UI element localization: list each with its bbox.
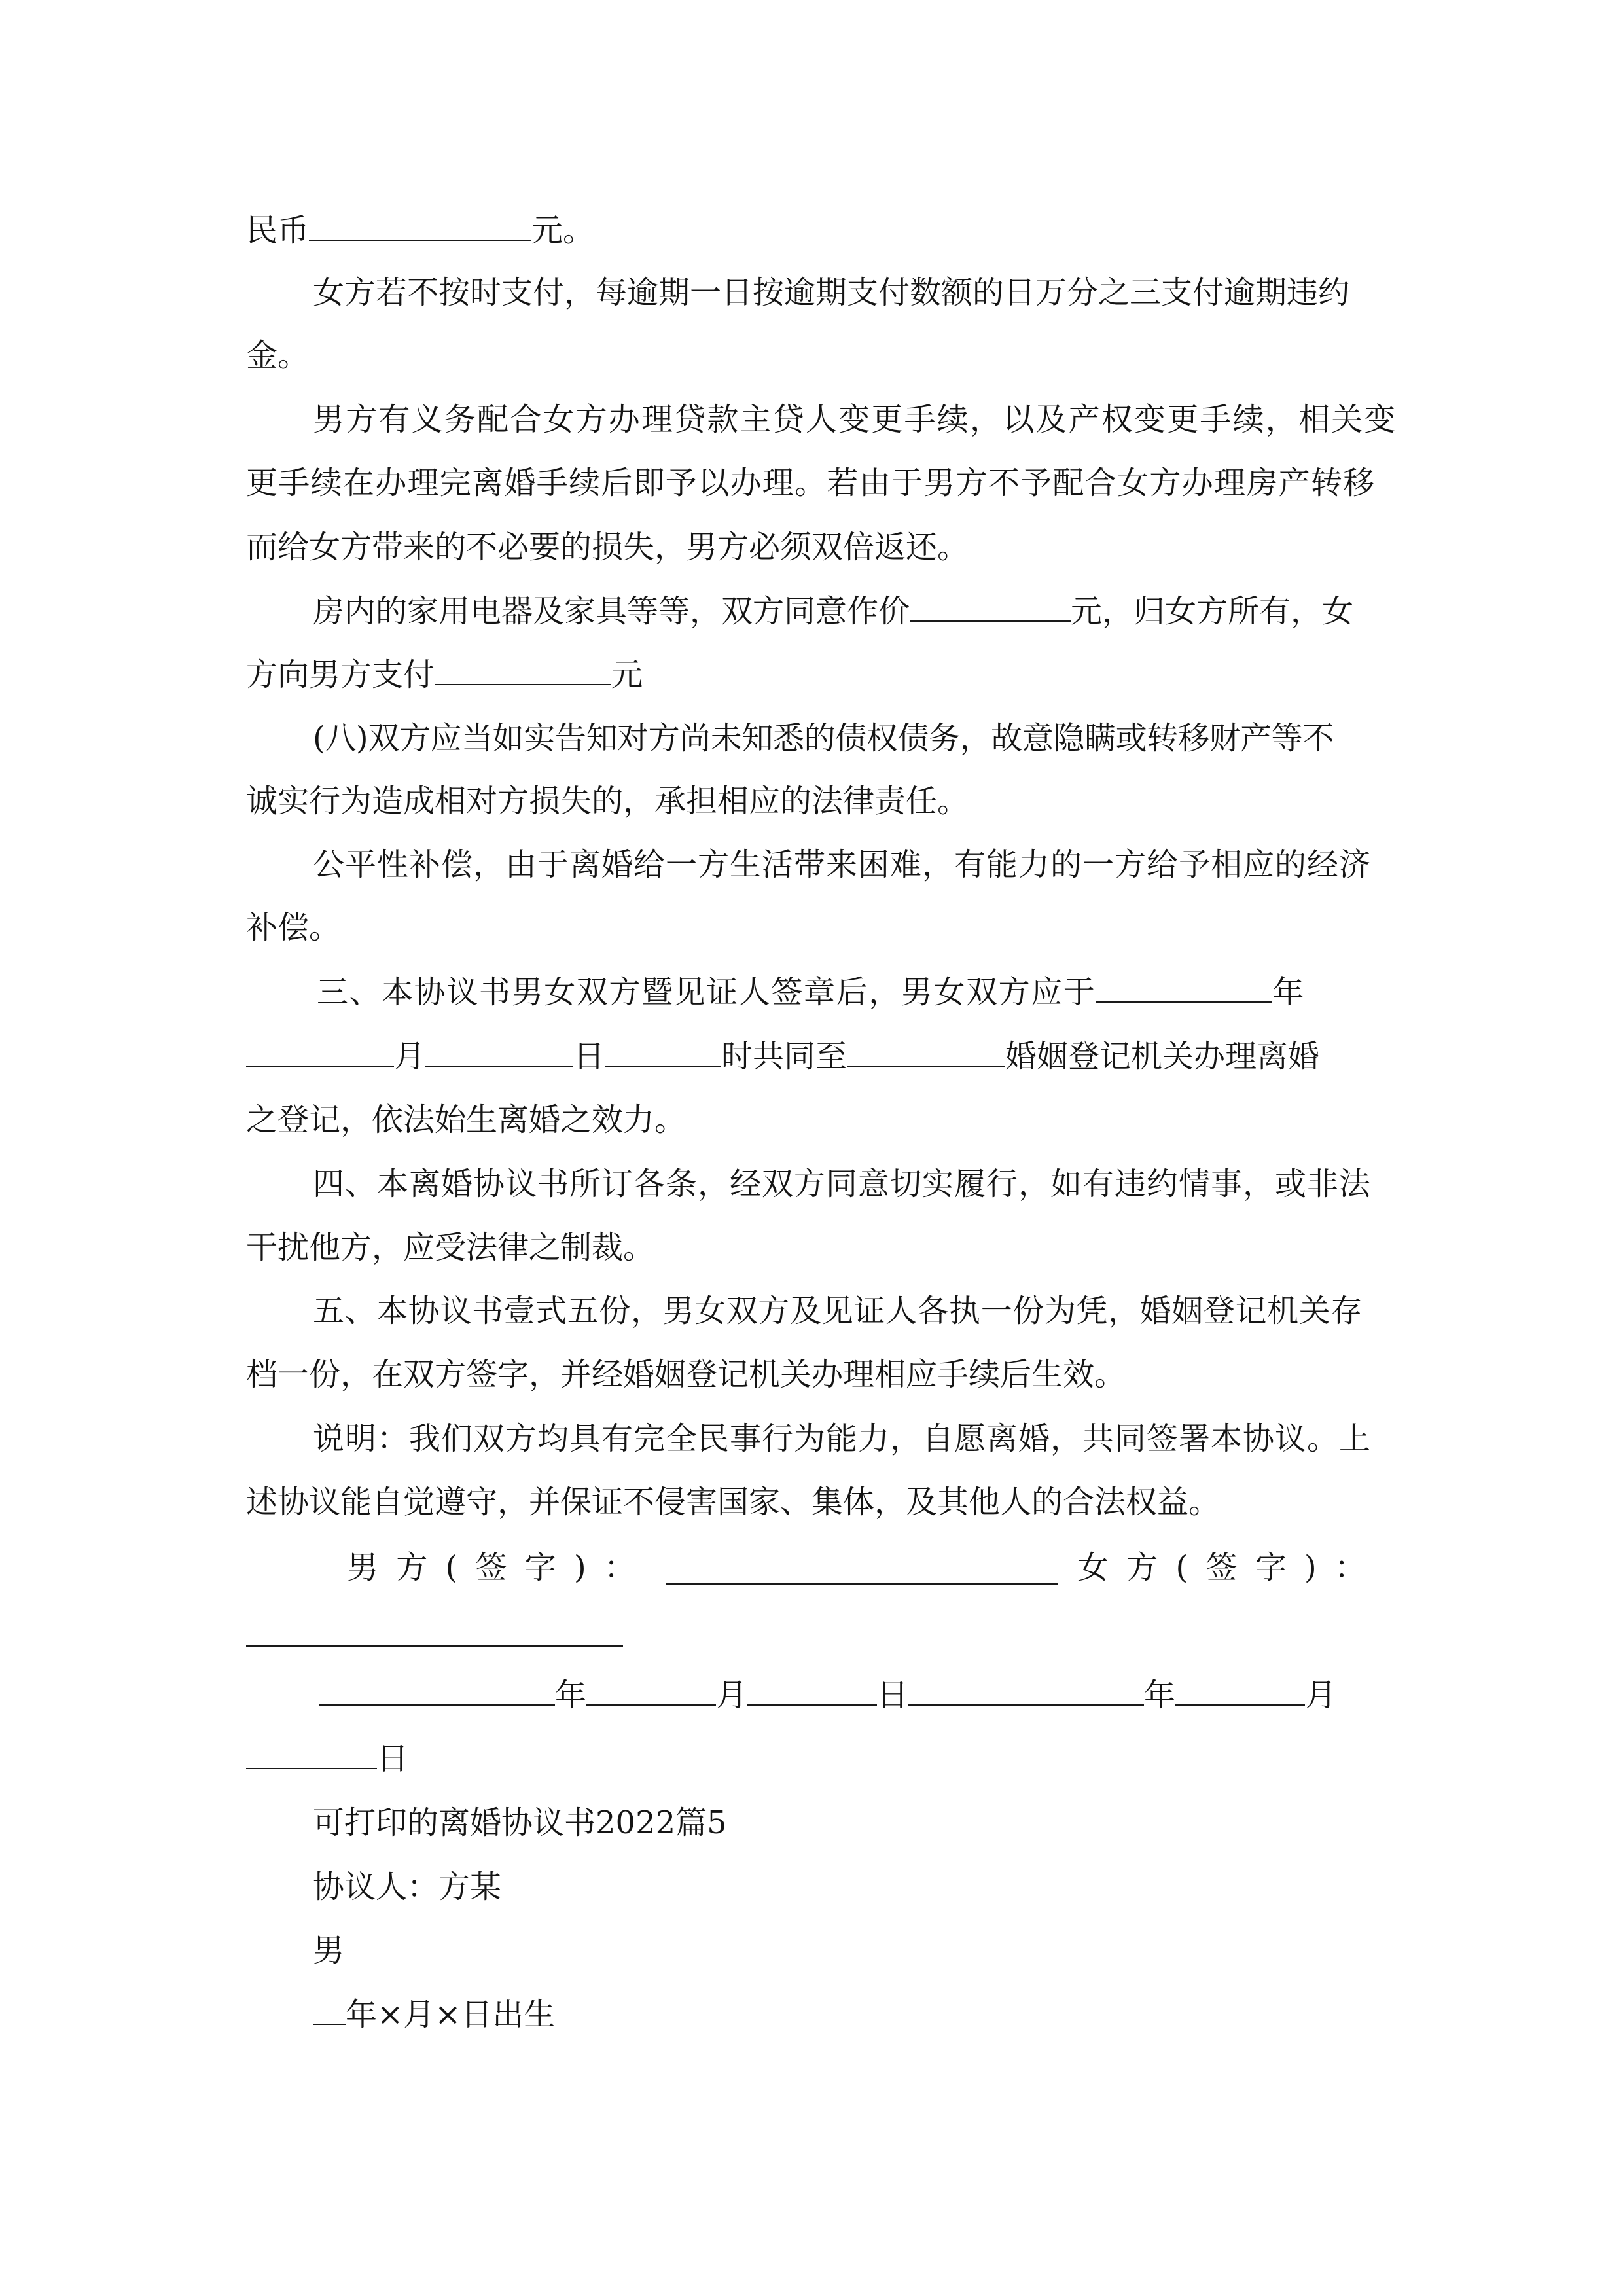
paragraph-line [313,592,1353,631]
male-signature-blank[interactable] [666,1557,1058,1585]
text-line [246,1739,408,1778]
fill-blank [605,1039,721,1067]
fill-blank [309,213,531,241]
fill-blank [1096,975,1272,1003]
month-blank[interactable] [586,1678,716,1706]
party-line: 协议人：方某 [313,1869,502,1905]
male-signature-label: 男 方 ( 签 字 ) ： [347,1549,640,1586]
text-segment: 年×月×日出生 [346,1996,556,2033]
fill-blank [847,1039,1005,1067]
text-line: 之登记，依法始生离婚之效力。 [246,1102,687,1138]
text-segment: 元，归女方所有，女 [1071,593,1354,630]
female-signature-blank[interactable] [246,1619,623,1647]
text-segment: 三、本协议书男女双方暨见证人签章后，男女双方应于 [317,974,1096,1011]
paragraph-line: 男方有义务配合女方办理贷款主贷人变更手续，以及产权变更手续，相关变 [313,401,1397,438]
text-line: 述协议能自觉遵守，并保证不侵害国家、集体，及其他人的合法权益。 [246,1484,1221,1520]
text-line: 而给女方带来的不必要的损失，男方必须双倍返还。 [246,529,969,565]
text-segment: 婚姻登记机关办理离婚 [1005,1038,1320,1075]
text-segment: 元。 [531,212,595,249]
text-segment: 年 [1144,1677,1176,1713]
paragraph-line: 公平性补偿，由于离婚给一方生活带来困难，有能力的一方给予相应的经济 [313,846,1372,883]
text-segment: 月 [1305,1677,1337,1713]
fill-blank [910,594,1071,622]
paragraph-line: 女方若不按时支付，每逾期一日按逾期支付数额的日万分之三支付逾期违约 [313,274,1350,311]
year-blank[interactable] [908,1678,1144,1706]
fill-blank [425,1039,573,1067]
text-segment: 民币 [246,212,310,249]
text-line: 诚实行为造成相对方损失的，承担相应的法律责任。 [246,783,969,819]
text-segment: 日 [877,1677,909,1713]
text-segment: 方向男方支付 [246,656,435,693]
text-segment: 月 [716,1677,748,1713]
text-segment: 元 [611,656,643,693]
month-blank[interactable] [1175,1678,1305,1706]
text-line: 档一份，在双方签字，并经婚姻登记机关办理相应手续后生效。 [246,1356,1126,1393]
fill-blank [246,1039,394,1067]
text-line [246,655,643,694]
text-line: 补偿。 [246,909,341,946]
text-line [246,211,594,250]
fill-blank [313,1998,346,2025]
fill-blank [435,658,611,685]
paragraph-line: (八)双方应当如实告知对方尚未知悉的债权债务，故意隐瞒或转移财产等不 [313,720,1334,757]
day-blank[interactable] [747,1678,877,1706]
text-segment: 时共同至 [721,1038,847,1075]
paragraph-line: 说明：我们双方均具有完全民事行为能力，自愿离婚，共同签署本协议。上 [313,1420,1372,1457]
text-segment: 年 [1272,974,1306,1011]
female-signature-label: 女 方 ( 签 字 ) ： [1077,1549,1370,1586]
paragraph-line [317,973,1305,1012]
gender-line: 男 [313,1932,345,1969]
text-segment: 日 [377,1740,409,1777]
day-blank[interactable] [246,1742,377,1769]
text-segment: 房内的家用电器及家具等等，双方同意作价 [313,593,910,630]
birth-line [313,1995,555,2034]
section-title: 可打印的离婚协议书2022篇5 [313,1804,727,1841]
text-line: 金。 [246,337,310,374]
text-line: 干扰他方，应受法律之制裁。 [246,1229,655,1266]
text-segment: 日 [573,1038,605,1075]
text-segment: 年 [555,1677,587,1713]
signature-dates [319,1676,1336,1715]
paragraph-line: 五、本协议书壹式五份，男女双方及见证人各执一份为凭，婚姻登记机关存 [313,1293,1363,1329]
text-segment: 月 [394,1038,426,1075]
year-blank[interactable] [319,1678,555,1706]
text-line [246,1037,1319,1076]
text-line: 更手续在办理完离婚手续后即予以办理。若由于男方不予配合女方办理房产转移 [246,465,1376,501]
paragraph-line: 四、本离婚协议书所订各条，经双方同意切实履行，如有违约情事，或非法 [313,1166,1372,1202]
